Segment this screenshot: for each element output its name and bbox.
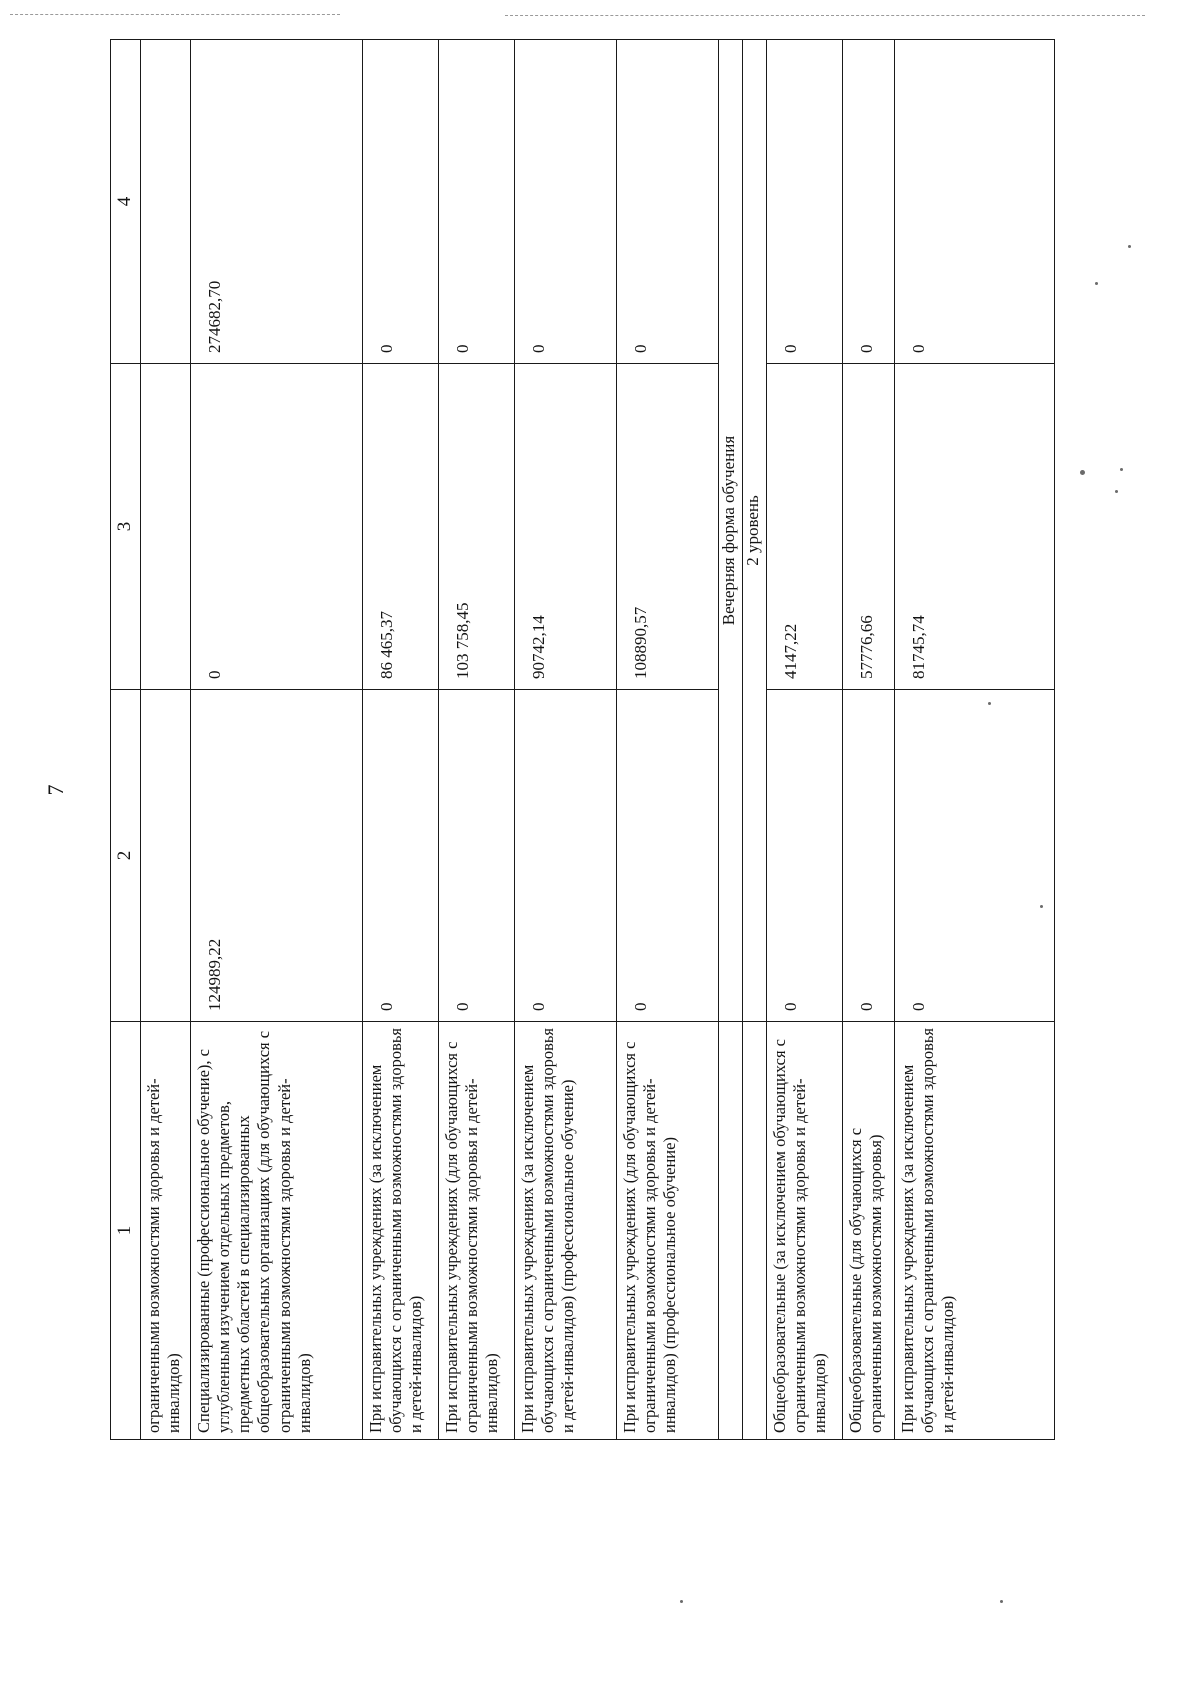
table-row	[363, 40, 439, 1440]
cell-col-2: 0	[843, 690, 895, 1022]
section-heading: Вечерняя форма обучения	[719, 40, 743, 1022]
table-row	[767, 40, 843, 1440]
row-label: При исправительных учреждениях (за исключением обучающихся с ограниченными возможностями здоровья и детей-инвалидов) (профессиональное обучение)	[515, 1022, 617, 1440]
cell-col-4: 0	[617, 40, 719, 364]
row-label: При исправительных учреждениях (для обучающихся с ограниченными возможностями здоровья и детей-инвалидов) (профессиональное обучение)	[617, 1022, 719, 1440]
header-col-1: 1	[111, 1022, 141, 1440]
cell-col-4: 0	[895, 40, 1055, 364]
page-number: 7	[43, 784, 68, 796]
cell-col-4: 0	[439, 40, 515, 364]
scan-speck	[680, 1600, 683, 1603]
cell-col-3	[141, 364, 191, 690]
cell-col-3: 0	[191, 364, 363, 690]
cell-col-4: 0	[515, 40, 617, 364]
row-label: ограниченными возможностями здоровья и детей-инвалидов)	[141, 1022, 191, 1440]
cell-col-2: 0	[895, 690, 1055, 1022]
cell-col-3: 81745,74	[895, 364, 1055, 690]
cell-col-3: 4147,22	[767, 364, 843, 690]
scan-speck	[1080, 470, 1085, 475]
row-label: При исправительных учреждениях (за исключением обучающихся с ограниченными возможностями здоровья и детей-инвалидов)	[363, 1022, 439, 1440]
section-blank-cell	[719, 1022, 743, 1440]
cell-col-2: 0	[363, 690, 439, 1022]
cell-col-4: 0	[843, 40, 895, 364]
subsection-heading: 2 уровень	[743, 40, 767, 1022]
header-col-4: 4	[111, 40, 141, 364]
cell-col-4	[141, 40, 191, 364]
row-label: При исправительных учреждениях (за исключением обучающихся с ограниченными возможностями здоровья и детей-инвалидов)	[895, 1022, 1055, 1440]
table-header-row	[111, 40, 141, 1440]
cell-col-2	[141, 690, 191, 1022]
financing-table	[110, 39, 1055, 1440]
scan-speck	[1000, 1600, 1003, 1603]
table-row	[191, 40, 363, 1440]
cell-col-4: 274682,70	[191, 40, 363, 364]
header-col-3: 3	[111, 364, 141, 690]
rotated-table-wrapper	[110, 40, 1055, 1440]
cell-col-3: 86 465,37	[363, 364, 439, 690]
row-label: Специализированные (профессиональное обучение), с углубленным изучением отдельных предметов, предметных областей в специализированных общеобразовательных организациях (для обучающихся с ограниченными возможностями здоровья и детей-инвалидов)	[191, 1022, 363, 1440]
table-row	[617, 40, 719, 1440]
scan-artifact-line	[10, 14, 340, 15]
cell-col-3: 108890,57	[617, 364, 719, 690]
table-row	[515, 40, 617, 1440]
scan-speck	[1115, 490, 1118, 493]
table-row	[895, 40, 1055, 1440]
row-label: Общеобразовательные (для обучающихся с ограниченными возможностями здоровья)	[843, 1022, 895, 1440]
cell-col-3: 57776,66	[843, 364, 895, 690]
cell-col-3: 103 758,45	[439, 364, 515, 690]
table-row	[843, 40, 895, 1440]
cell-col-3: 90742,14	[515, 364, 617, 690]
cell-col-2: 0	[439, 690, 515, 1022]
cell-col-2: 0	[767, 690, 843, 1022]
cell-col-2: 124989,22	[191, 690, 363, 1022]
cell-col-4: 0	[767, 40, 843, 364]
row-label: При исправительных учреждениях (для обучающихся с ограниченными возможностями здоровья и детей-инвалидов)	[439, 1022, 515, 1440]
table-rotator	[110, 40, 1055, 1440]
scan-speck	[1120, 468, 1123, 471]
table-row	[439, 40, 515, 1440]
row-label: Общеобразовательные (за исключением обучающихся с ограниченными возможностями здоровья и детей-инвалидов)	[767, 1022, 843, 1440]
cell-col-2: 0	[515, 690, 617, 1022]
scan-speck	[1095, 282, 1098, 285]
cell-col-2: 0	[617, 690, 719, 1022]
scan-artifact-line	[505, 15, 1145, 16]
section-row	[719, 40, 743, 1440]
table-row	[141, 40, 191, 1440]
cell-col-4: 0	[363, 40, 439, 364]
subsection-blank-cell	[743, 1022, 767, 1440]
scan-speck	[1128, 245, 1131, 248]
header-col-2: 2	[111, 690, 141, 1022]
subsection-row	[743, 40, 767, 1440]
